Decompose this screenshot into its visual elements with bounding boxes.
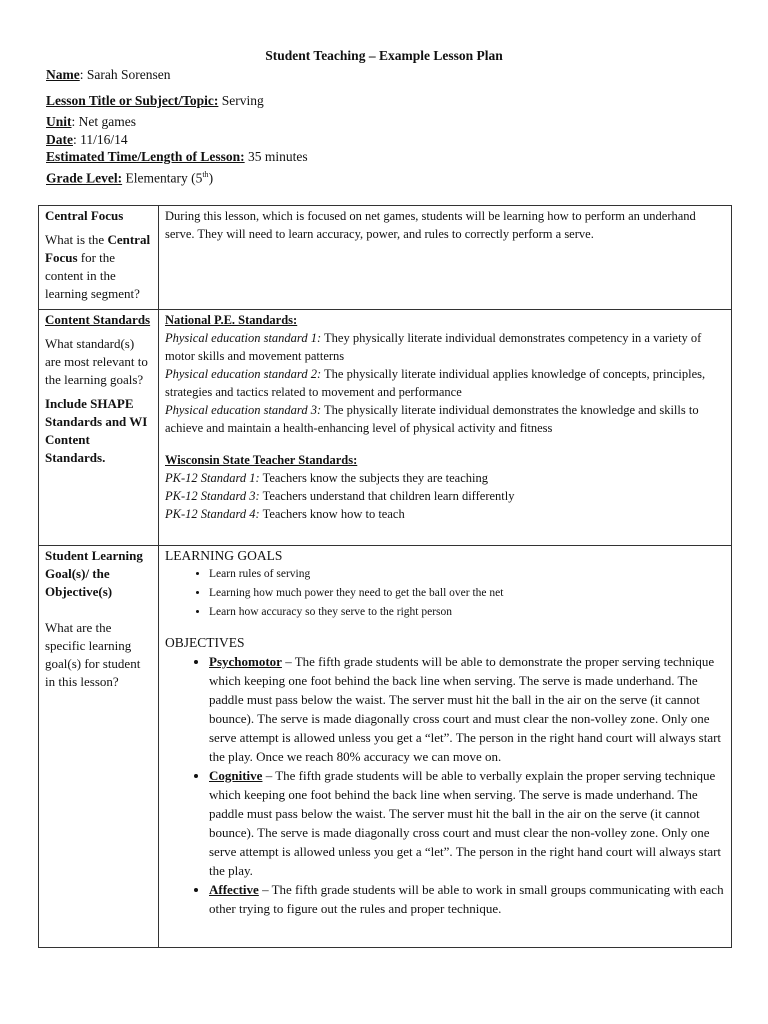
row-central-focus xyxy=(39,206,732,310)
content-standards-label-cell xyxy=(39,310,159,546)
content-standards-include: Include SHAPE Standards and WI Content Standards. xyxy=(45,396,148,465)
central-focus-question: What is the Central Focus for the content in the learning segment? xyxy=(45,232,151,301)
time-value: 35 minutes xyxy=(244,149,308,164)
learning-goals-question: What are the specific learning goal(s) for student in this lesson? xyxy=(45,620,141,689)
lesson-plan-table xyxy=(38,205,732,948)
learning-goals-heading: Student Learning Goal(s)/ the Objective(s) xyxy=(45,548,143,599)
date-value: : 11/16/14 xyxy=(73,132,128,147)
list-item: • Learning how much power they need to get the ball over the net xyxy=(209,584,725,603)
lesson-title-value: Serving xyxy=(218,93,264,108)
content-standards-question: What standard(s) are most relevant to the learning goals? xyxy=(45,336,148,387)
content-standards-content-cell xyxy=(159,310,732,546)
central-focus-content-cell xyxy=(159,206,732,310)
learning-goals-list xyxy=(165,565,725,622)
learning-goals-content-cell xyxy=(159,546,732,948)
content-standards-heading: Content Standards xyxy=(45,312,151,327)
lesson-title-label: Lesson Title or Subject/Topic: xyxy=(46,93,219,108)
central-focus-heading: Central Focus xyxy=(45,208,124,223)
central-focus-text: During this lesson, which is focused on net games, students will be learning how to perform an underhand serve. They will need to learn accuracy, power, and rules to correctly perform a serve. xyxy=(165,209,696,241)
date-line xyxy=(46,131,128,149)
list-item: • Learn rules of serving xyxy=(209,565,725,584)
learning-goals-title: LEARNING GOALS xyxy=(165,548,283,563)
row-learning-goals xyxy=(39,546,732,948)
unit-line xyxy=(46,113,136,131)
objectives-title: OBJECTIVES xyxy=(165,635,245,650)
national-standard-1: Physical education standard 1: They physically literate individual demonstrates competency in a variety of motor skills and movement patterns xyxy=(165,331,702,363)
wi-standard-3: PK-12 Standard 3: Teachers understand that children learn differently xyxy=(165,489,515,503)
date-label: Date xyxy=(46,132,73,147)
objective-affective: • Affective – The fifth grade students will be able to work in small groups communicating with each other trying to figure out the rules and proper technique. xyxy=(209,880,725,918)
grade-close: ) xyxy=(208,170,214,186)
grade-sup: th xyxy=(202,170,209,179)
objectives-list xyxy=(165,652,725,918)
unit-value: : Net games xyxy=(71,114,136,129)
wi-standards-heading: Wisconsin State Teacher Standards: xyxy=(165,453,358,467)
name-value: : Sarah Sorensen xyxy=(79,67,171,82)
central-focus-label-cell xyxy=(39,206,159,310)
objective-cognitive: • Cognitive – The fifth grade students will be able to verbally explain the proper serving technique which keeping one foot behind the back line when serving. The serve is made underhand. The paddle must pass below the waist. The server must hit the ball in the air on the serve (it cannot bounce). The serve is made diagonally cross court and must clear the non-volley zone. Only one serve attempt is allowed unless you get a “let”. The person in the right hand court will always start the play. xyxy=(209,766,725,880)
wi-standard-1: PK-12 Standard 1: Teachers know the subjects they are teaching xyxy=(165,471,488,485)
learning-goals-label-cell xyxy=(39,546,159,948)
lesson-title-line xyxy=(46,92,264,110)
wi-standard-4: PK-12 Standard 4: Teachers know how to teach xyxy=(165,507,405,521)
national-standard-3: Physical education standard 3: The physically literate individual demonstrates the knowledge and skills to achieve and maintain a health-enhancing level of physical activity and fitness xyxy=(165,403,699,435)
objective-psychomotor: • Psychomotor – The fifth grade students will be able to demonstrate the proper serving technique which keeping one foot behind the back line when serving. The serve is made underhand. The paddle must pass below the waist. The server must hit the ball in the air on the serve (it cannot bounce). The serve is made diagonally cross court and must clear the non-volley zone. Only one serve attempt is allowed unless you get a “let”. The person in the right hand court will always start the play. Once we reach 80% accuracy we can move on. xyxy=(209,652,725,766)
row-content-standards xyxy=(39,310,732,546)
grade-line xyxy=(46,166,213,188)
unit-label: Unit xyxy=(46,114,72,129)
time-label: Estimated Time/Length of Lesson: xyxy=(46,149,245,164)
list-item: • Learn how accuracy so they serve to the right person xyxy=(209,603,725,622)
name-line xyxy=(46,66,170,84)
grade-value: Elementary (5 xyxy=(122,170,203,186)
national-standard-2: Physical education standard 2: The physically literate individual applies knowledge of concepts, principles, strategies and tactics related to movement and performance xyxy=(165,367,706,399)
national-standards-heading: National P.E. Standards: xyxy=(165,313,298,327)
name-label: Name xyxy=(46,67,80,82)
document-title: Student Teaching – Example Lesson Plan xyxy=(265,48,503,63)
time-line xyxy=(46,148,308,166)
grade-label: Grade Level: xyxy=(46,170,123,186)
